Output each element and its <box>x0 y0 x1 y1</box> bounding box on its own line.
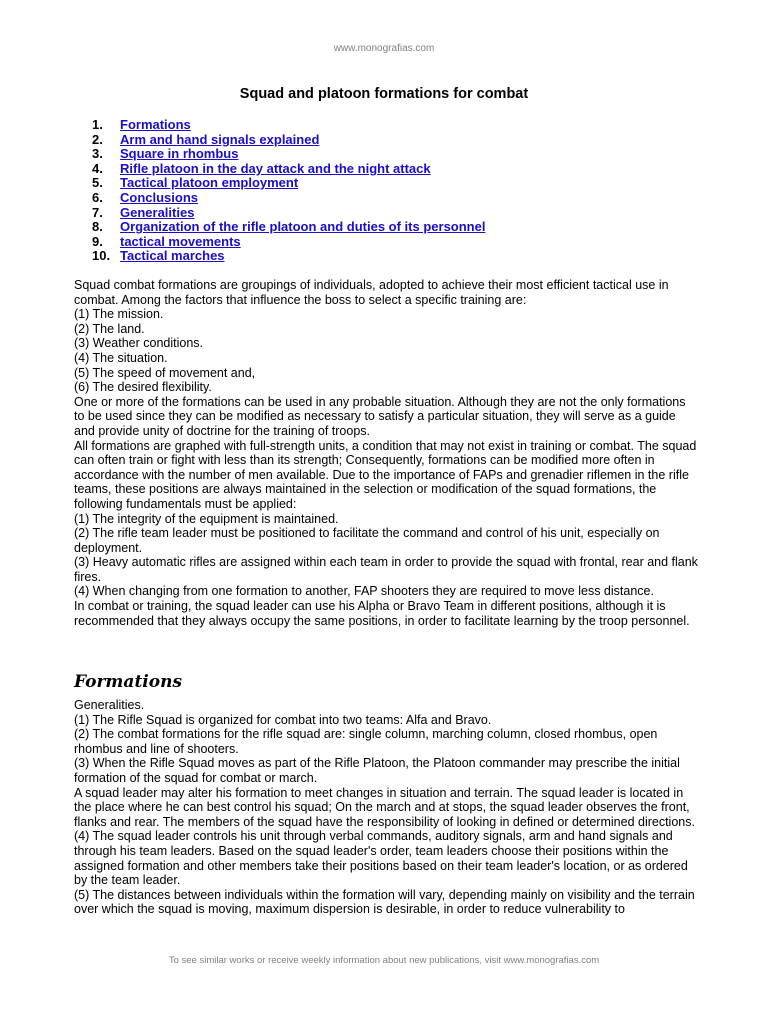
toc-item <box>92 206 485 221</box>
toc-link-organization-rifle-platoon[interactable]: Organization of the rifle platoon and duties of its personnel <box>120 219 486 235</box>
paragraph: (4) When changing from one formation to another, FAP shooters they are required to move less distance. <box>74 584 654 599</box>
toc-item <box>92 133 485 148</box>
page-footer: To see similar works or receive weekly information about new publications, visit www.monografias.com <box>168 955 600 966</box>
paragraph: (2) The rifle team leader must be positioned to facilitate the command and control of his unit, especially on deployment. <box>74 526 660 555</box>
toc-item <box>92 249 485 264</box>
toc-number: 1. <box>92 117 103 132</box>
paragraph: (5) The speed of movement and, <box>74 365 256 380</box>
toc-number: 2. <box>92 131 103 147</box>
paragraph: Generalities. <box>74 698 145 712</box>
toc-link-tactical-movements[interactable]: tactical movements <box>120 233 241 249</box>
toc-item <box>92 191 485 206</box>
formations-section <box>74 698 698 917</box>
toc-link-rifle-platoon-attack[interactable]: Rifle platoon in the day attack and the night attack <box>120 160 431 176</box>
toc-number: 9. <box>92 233 103 249</box>
toc-item <box>92 235 485 250</box>
paragraph: One or more of the formations can be used in any probable situation. Although they are not the only formations to be used since they can be modified as necessary to satisfy a particular situation, they will serve as a guide and provide unity of doctrine for the training of troops. <box>74 394 686 438</box>
intro-section <box>74 278 698 628</box>
table-of-contents <box>92 118 485 264</box>
paragraph: (1) The integrity of the equipment is maintained. <box>74 511 339 526</box>
paragraph: (3) When the Rifle Squad moves as part of the Rifle Platoon, the Platoon commander may prescribe the initial formation of the squad for combat or march. <box>74 756 680 785</box>
paragraph: (1) The Rifle Squad is organized for combat into two teams: Alfa and Bravo. <box>74 712 492 727</box>
page-header-url: www.monografias.com <box>333 43 435 54</box>
section-heading-formations: Formations <box>74 672 183 692</box>
toc-item <box>92 118 485 133</box>
toc-number: 8. <box>92 219 103 235</box>
toc-number: 3. <box>92 146 103 162</box>
toc-item <box>92 176 485 191</box>
toc-number: 7. <box>92 204 103 220</box>
paragraph: (5) The distances between individuals within the formation will vary, depending mainly on visibility and the terrain over which the squad is moving, maximum dispersion is desirable, in order to reduce vulnerability to <box>74 887 695 917</box>
paragraph: (3) Weather conditions. <box>74 336 203 351</box>
page-title: Squad and platoon formations for combat <box>239 86 529 102</box>
paragraph: (2) The land. <box>74 321 145 336</box>
toc-item <box>92 147 485 162</box>
paragraph: (4) The situation. <box>74 350 168 365</box>
toc-link-formations[interactable]: Formations <box>120 117 191 132</box>
toc-number: 10. <box>92 248 111 264</box>
paragraph: A squad leader may alter his formation to meet changes in situation and terrain. The squad leader is located in the place where he can best control his squad; On the march and at stops, the squad leader observes the front, flanks and rear. The members of the squad have the responsibility of looking in defined or determined directions. <box>74 785 695 829</box>
paragraph: (4) The squad leader controls his unit through verbal commands, auditory signals, arm and hand signals and through his team leaders. Based on the squad leader's order, team leaders choose their positions within the assigned formation and other members take their positions based on their team leader's location, or as ordered by the team leader. <box>74 829 688 888</box>
paragraph: All formations are graphed with full-strength units, a condition that may not exist in training or combat. The squad can often train or fight with less than its strength; Consequently, formations can be modified more often in accordance with the number of men available. Due to the importance of FAPs and grenadier riflemen in the rifle teams, these positions are always maintained in the selection or modification of the squad formations, the following fundamentals must be applied: <box>74 438 697 511</box>
toc-link-conclusions[interactable]: Conclusions <box>120 189 199 205</box>
toc-number: 5. <box>92 175 103 191</box>
toc-number: 6. <box>92 189 103 205</box>
toc-link-square-in-rhombus[interactable]: Square in rhombus <box>120 146 239 162</box>
toc-number: 4. <box>92 160 103 176</box>
toc-item <box>92 162 485 177</box>
paragraph: In combat or training, the squad leader can use his Alpha or Bravo Team in different positions, although it is recommended that they always occupy the same positions, in order to facilitate learning by the troop personnel. <box>74 599 690 628</box>
toc-link-tactical-platoon-employment[interactable]: Tactical platoon employment <box>120 175 299 191</box>
paragraph: Squad combat formations are groupings of individuals, adopted to achieve their most efficient tactical use in combat. Among the factors that influence the boss to select a specific training are: <box>74 278 669 307</box>
paragraph: (1) The mission. <box>74 307 164 322</box>
toc-link-tactical-marches[interactable]: Tactical marches <box>120 248 225 264</box>
toc-link-generalities[interactable]: Generalities <box>120 204 195 220</box>
toc-item <box>92 220 485 235</box>
paragraph: (2) The combat formations for the rifle squad are: single column, marching column, closed rhombus, open rhombus and line of shooters. <box>74 727 658 756</box>
paragraph: (6) The desired flexibility. <box>74 380 212 395</box>
paragraph: (3) Heavy automatic rifles are assigned within each team in order to provide the squad with frontal, rear and flank fires. <box>74 555 698 584</box>
toc-link-arm-hand-signals[interactable]: Arm and hand signals explained <box>120 131 320 147</box>
